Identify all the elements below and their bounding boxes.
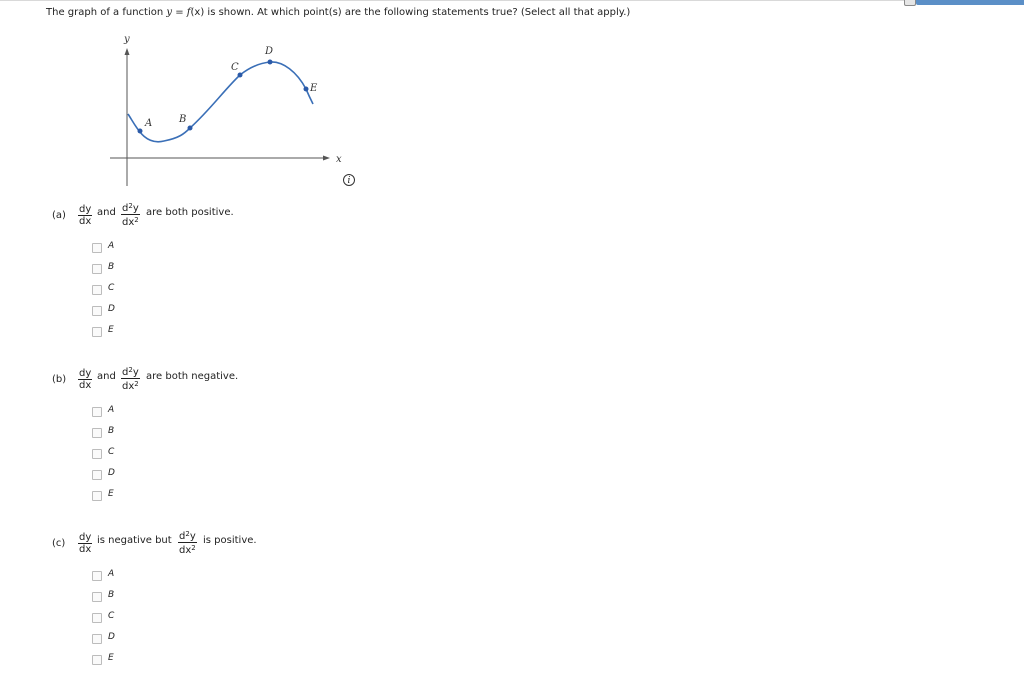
- checkbox[interactable]: [92, 306, 102, 316]
- x-axis-arrow: [323, 156, 330, 161]
- collapse-button[interactable]: [904, 0, 916, 6]
- point-c-label: C: [231, 62, 239, 73]
- point-c-marker: [238, 73, 243, 78]
- checkbox[interactable]: [92, 327, 102, 337]
- point-e-marker: [304, 87, 309, 92]
- top-border: [0, 0, 1024, 1]
- checkbox[interactable]: [92, 571, 102, 581]
- info-icon[interactable]: i: [343, 174, 355, 186]
- checkbox[interactable]: [92, 655, 102, 665]
- part-a-suffix: are both positive.: [146, 207, 234, 218]
- part-c-connector: is negative but: [97, 535, 172, 546]
- scrollbar-thumb[interactable]: [916, 0, 1024, 5]
- checkbox[interactable]: [92, 592, 102, 602]
- dy-dx-fraction: $\frac{dy}{dx}$: [79, 532, 92, 555]
- point-d-marker: [268, 60, 273, 65]
- part-a-label: (a): [52, 210, 66, 221]
- part-b-suffix: are both negative.: [146, 371, 239, 382]
- checkbox[interactable]: [92, 407, 102, 417]
- point-a-marker: [138, 129, 143, 134]
- checkbox[interactable]: [92, 634, 102, 644]
- checkbox[interactable]: [92, 491, 102, 501]
- part-b-label: (b): [52, 374, 67, 385]
- d2y-dx2-fraction: $\frac{d^2y}{dx^2}$: [179, 530, 196, 556]
- question-prompt: The graph of a function y = f(x) is shown. At which point(s) are the following statements true? (Select all that apply.): [46, 7, 631, 18]
- x-axis-label: x: [336, 154, 342, 165]
- checkbox[interactable]: [92, 613, 102, 623]
- part-a-connector: and: [97, 207, 116, 218]
- part-c-label: (c): [52, 538, 66, 549]
- d2y-dx2-fraction: $\frac{d^2y}{dx^2}$: [122, 366, 139, 392]
- checkbox[interactable]: [92, 470, 102, 480]
- d2y-dx2-fraction: $\frac{d^2y}{dx^2}$: [122, 202, 139, 228]
- dy-dx-fraction: $\frac{dy}{dx}$: [79, 204, 92, 227]
- function-curve: [128, 62, 313, 142]
- dy-dx-fraction: $\frac{dy}{dx}$: [79, 368, 92, 391]
- point-b-marker: [188, 126, 193, 131]
- y-axis-label: y: [124, 34, 130, 45]
- part-b-connector: and: [97, 371, 116, 382]
- point-e-label: E: [310, 83, 318, 94]
- y-axis-arrow: [125, 48, 130, 55]
- point-d-label: D: [265, 46, 274, 57]
- point-a-label: A: [145, 118, 153, 129]
- part-c-suffix: is positive.: [203, 535, 257, 546]
- checkbox[interactable]: [92, 449, 102, 459]
- checkbox[interactable]: [92, 285, 102, 295]
- checkbox[interactable]: [92, 264, 102, 274]
- checkbox[interactable]: [92, 428, 102, 438]
- point-b-label: B: [179, 114, 187, 125]
- function-graph: [100, 34, 360, 194]
- checkbox[interactable]: [92, 243, 102, 253]
